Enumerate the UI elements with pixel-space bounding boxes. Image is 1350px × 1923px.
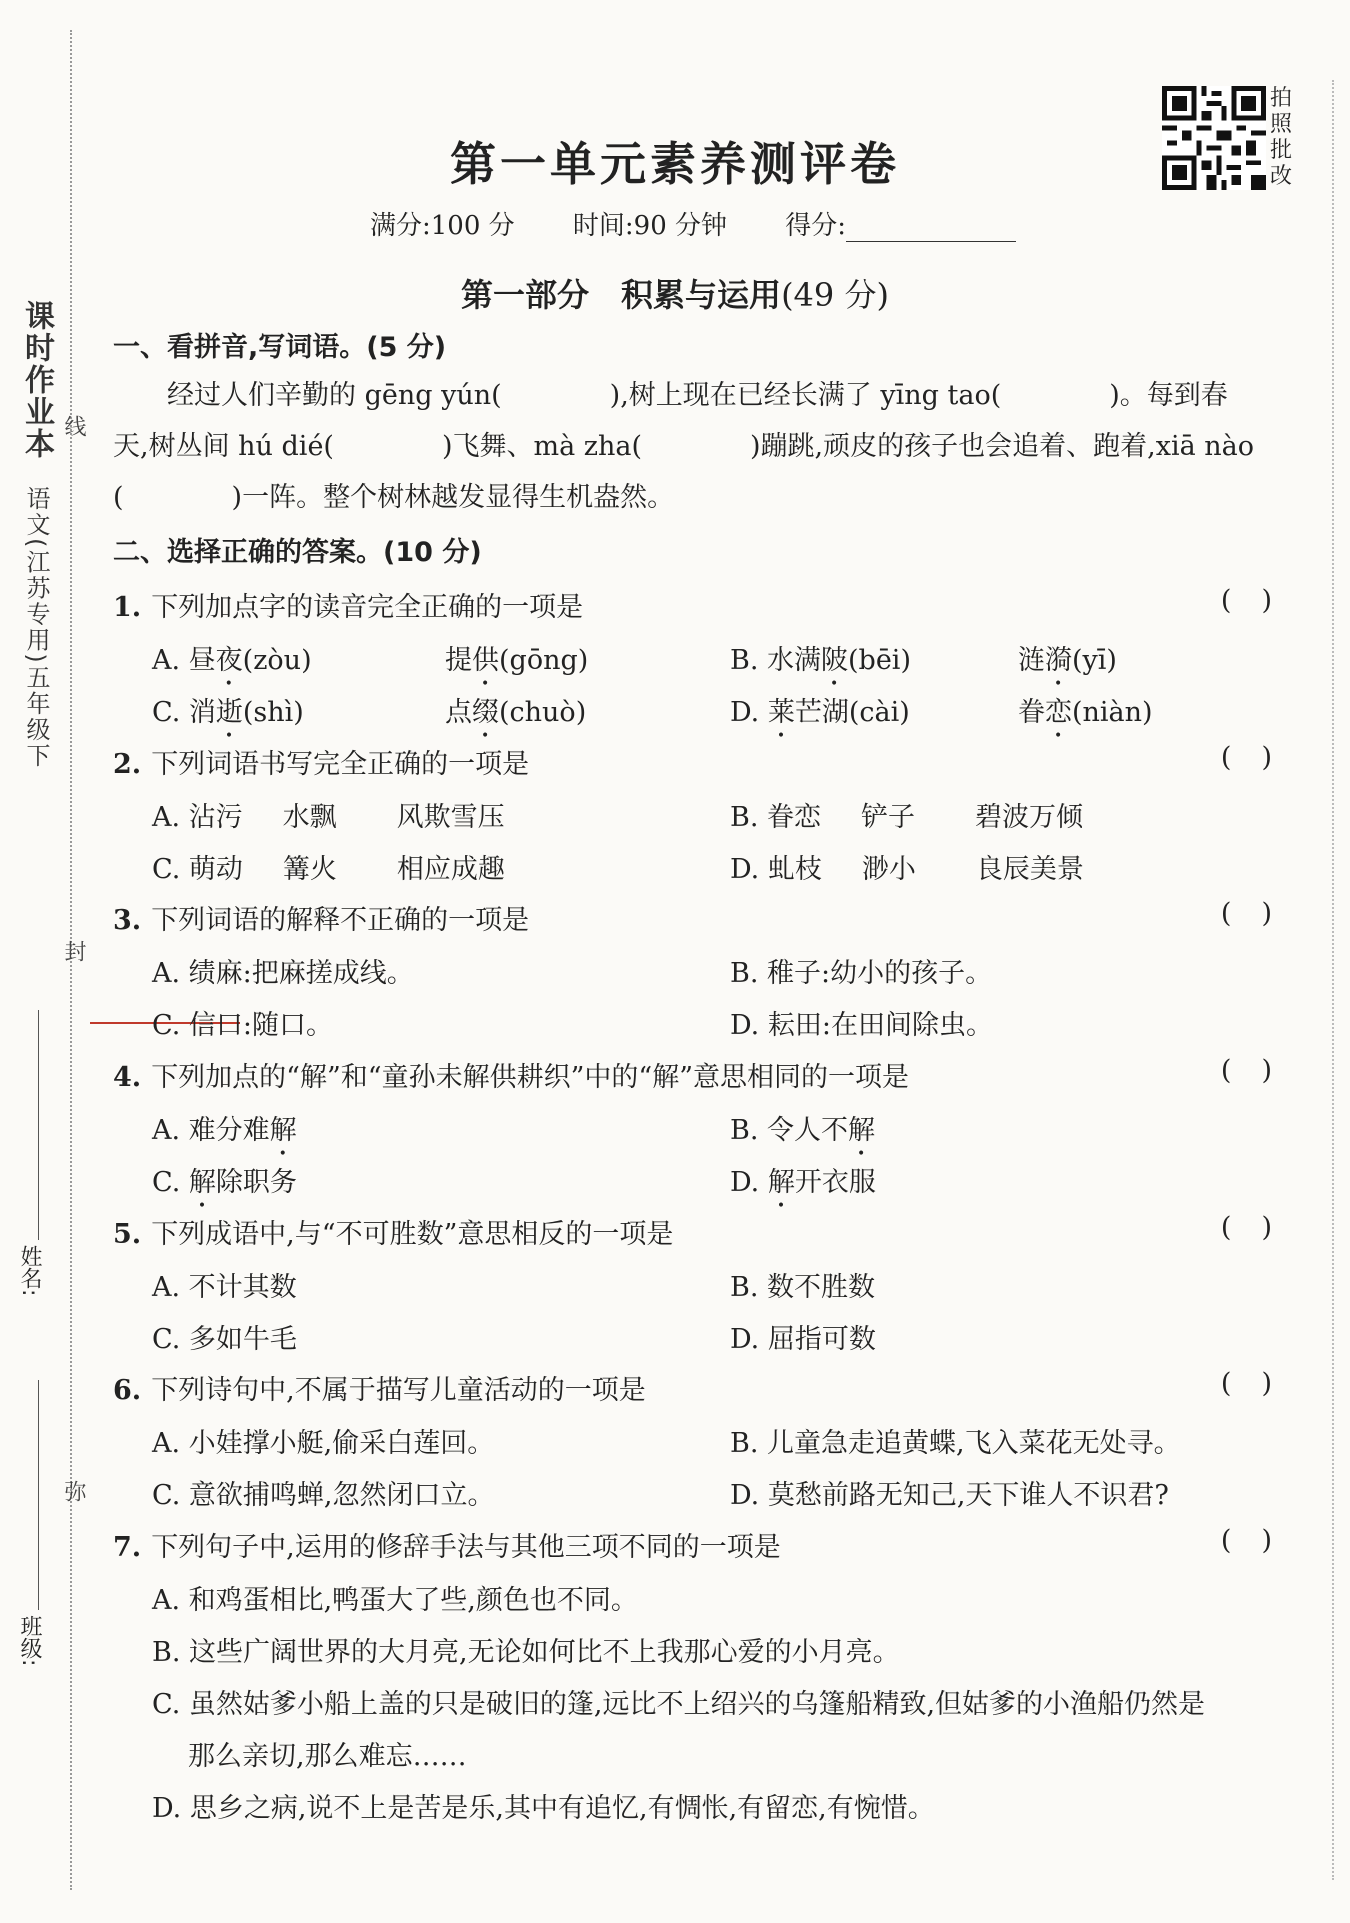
option-b[interactable]: B. 稚子:幼小的孩子。 xyxy=(730,958,993,989)
book-series-label: 课时作业本 语文(江苏专用)五年级下 xyxy=(19,300,54,769)
option-a[interactable]: A. 小娃撑小艇,偷采白莲回。 xyxy=(152,1428,495,1459)
option-c[interactable]: C. 解除职务 xyxy=(152,1167,297,1198)
option-d[interactable]: D. 莫愁前路无知己,天下谁人不识君? xyxy=(730,1480,1169,1511)
right-dashed-line xyxy=(1332,80,1334,1880)
answer-paren[interactable]: () xyxy=(1220,585,1302,616)
question-7: 7. 下列句子中,运用的修辞手法与其他三项不同的一项是 xyxy=(113,1532,781,1563)
option-b[interactable]: B. 令人不解 xyxy=(730,1115,876,1146)
option-d[interactable]: D. 屈指可数 xyxy=(730,1324,876,1355)
part-heading: 第一部分 积累与运用(49 分) xyxy=(461,276,889,314)
option-b[interactable]: B. 水满陂(bēi) xyxy=(730,645,911,676)
section-1-title: 一、看拼音,写词语。(5 分) xyxy=(113,332,447,363)
qr-caption: 拍照批改 xyxy=(1270,86,1293,189)
option-a-word2: 提供(gōng) xyxy=(445,645,589,676)
option-a[interactable]: A. 昼夜(zòu) xyxy=(152,645,312,676)
class-label: 班级: xyxy=(17,1615,42,1667)
question-2: 2. 下列词语书写完全正确的一项是 xyxy=(113,749,530,780)
question-3: 3. 下列词语的解释不正确的一项是 xyxy=(113,905,530,936)
option-b[interactable]: B. 眷恋 铲子 碧波万倾 xyxy=(730,802,1084,833)
option-c[interactable]: C. 信口:随口。 xyxy=(152,1010,333,1041)
option-a[interactable]: A. 沾污 水飘 风欺雪压 xyxy=(152,802,505,833)
option-c-word2: 点缀(chuò) xyxy=(445,697,587,728)
option-a[interactable]: A. 不计其数 xyxy=(152,1272,297,1303)
class-underline xyxy=(38,1380,39,1610)
score-blank[interactable] xyxy=(846,221,1016,242)
exam-meta xyxy=(370,205,1066,242)
option-c[interactable]: C. 消逝(shì) xyxy=(152,697,304,728)
option-d[interactable]: D. 耘田:在田间除虫。 xyxy=(730,1010,993,1041)
question-6: 6. 下列诗句中,不属于描写儿童活动的一项是 xyxy=(113,1375,646,1406)
option-d-word2: 眷恋(niàn) xyxy=(1018,697,1153,728)
name-label: 姓名: xyxy=(17,1245,42,1297)
time-limit: 时间:90 分钟 xyxy=(572,211,728,241)
section-2-title: 二、选择正确的答案。(10 分) xyxy=(113,537,482,568)
option-b[interactable]: B. 数不胜数 xyxy=(730,1272,876,1303)
option-a[interactable]: A. 绩麻:把麻搓成线。 xyxy=(152,958,414,989)
section-1-line: 天,树丛间 hú dié( )飞舞、mà zha( )蹦跳,顽皮的孩子也会追着、跑着,xiā nào xyxy=(113,431,1254,462)
answer-paren[interactable]: () xyxy=(1220,1368,1302,1399)
answer-paren[interactable]: () xyxy=(1220,742,1302,773)
option-d[interactable]: D. 思乡之病,说不上是苦是乐,其中有追忆,有惆怅,有留恋,有惋惜。 xyxy=(152,1793,935,1824)
option-c[interactable]: C. 多如牛毛 xyxy=(152,1324,297,1355)
option-d[interactable]: D. 解开衣服 xyxy=(730,1167,876,1198)
page-title: 第一单元素养测评卷 xyxy=(450,137,900,191)
option-c[interactable]: C. 意欲捕鸣蝉,忽然闭口立。 xyxy=(152,1480,495,1511)
question-5: 5. 下列成语中,与“不可胜数”意思相反的一项是 xyxy=(113,1219,674,1250)
section-1-text xyxy=(113,370,1303,523)
option-c[interactable]: C. 虽然姑爹小船上盖的只是破旧的篷,远比不上绍兴的乌篷船精致,但姑爹的小渔船仍然是 xyxy=(152,1689,1206,1720)
answer-paren[interactable]: () xyxy=(1220,1525,1302,1556)
option-b[interactable]: B. 这些广阔世界的大月亮,无论如何比不上我那心爱的小月亮。 xyxy=(152,1637,900,1668)
answer-paren[interactable]: () xyxy=(1220,1212,1302,1243)
name-underline xyxy=(38,1010,39,1240)
full-score: 满分:100 分 xyxy=(370,211,515,241)
answer-paren[interactable]: () xyxy=(1220,1055,1302,1086)
section-1-line: ( )一阵。整个树林越发显得生机盎然。 xyxy=(113,482,675,513)
option-a[interactable]: A. 难分难解 xyxy=(152,1115,297,1146)
option-d[interactable]: D. 莱芒湖(cài) xyxy=(730,697,910,728)
question-4: 4. 下列加点的“解”和“童孙未解供耕织”中的“解”意思相同的一项是 xyxy=(113,1062,910,1093)
seal-char-feng: 封 xyxy=(61,940,86,962)
option-a[interactable]: A. 和鸡蛋相比,鸭蛋大了些,颜色也不同。 xyxy=(152,1585,638,1616)
option-b-word2: 涟漪(yī) xyxy=(1018,645,1117,676)
answer-paren[interactable]: () xyxy=(1220,898,1302,929)
score-label: 得分: xyxy=(785,211,847,241)
seal-char-xian: 线 xyxy=(61,415,86,437)
option-b[interactable]: B. 儿童急走追黄蝶,飞入菜花无处寻。 xyxy=(730,1428,1181,1459)
seal-char-mi: 弥 xyxy=(61,1480,86,1502)
option-c-continued: 那么亲切,那么难忘…… xyxy=(188,1741,467,1772)
option-d[interactable]: D. 虬枝 渺小 良辰美景 xyxy=(730,854,1084,885)
question-1: 1. 下列加点字的读音完全正确的一项是 xyxy=(113,592,584,623)
section-1-line: 经过人们辛勤的 gēng yún( ),树上现在已经长满了 yīng tao( )。每到春 xyxy=(167,380,1228,411)
option-c[interactable]: C. 萌动 篝火 相应成趣 xyxy=(152,854,505,885)
